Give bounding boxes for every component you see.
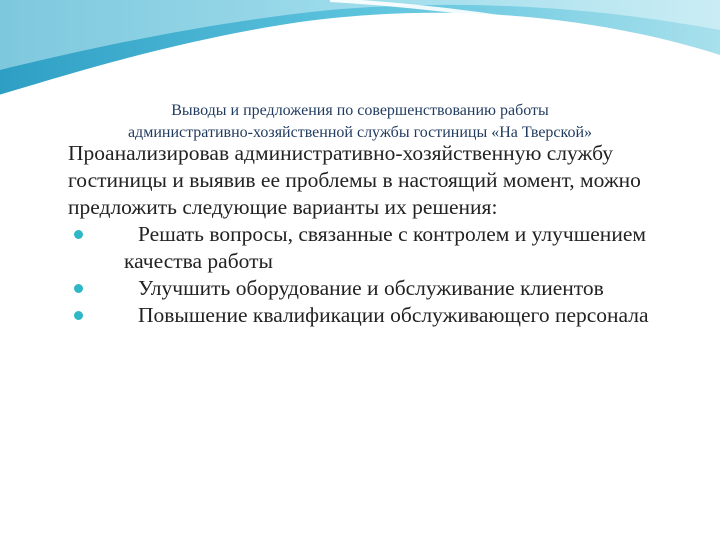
- slide-title: [0, 100, 720, 144]
- list-item: [68, 275, 698, 302]
- list-item-text: Улучшить оборудование и обслуживание клиентов: [138, 276, 604, 300]
- list-item-text: Решать вопросы, связанные с контролем и улучшением качества работы: [124, 222, 646, 273]
- list-item: [68, 221, 698, 275]
- bullet-dot-icon: [74, 311, 83, 320]
- slide-body: [68, 140, 698, 329]
- slide-title-line-2: административно-хозяйственной службы гостиницы «На Тверской»: [127, 124, 593, 141]
- list-item: [68, 302, 698, 329]
- bullet-dot-icon: [74, 230, 83, 239]
- intro-paragraph: Проанализировав административно-хозяйственную службу гостиницы и выявив ее проблемы в настоящий момент, можно предложить следующие варианты их решения:: [68, 141, 641, 219]
- bullet-list: [68, 221, 698, 329]
- bullet-dot-icon: [74, 284, 83, 293]
- list-item-text: Повышение квалификации обслуживающего персонала: [138, 303, 649, 327]
- slide-title-line-1: Выводы и предложения по совершенствованию работы: [171, 102, 549, 119]
